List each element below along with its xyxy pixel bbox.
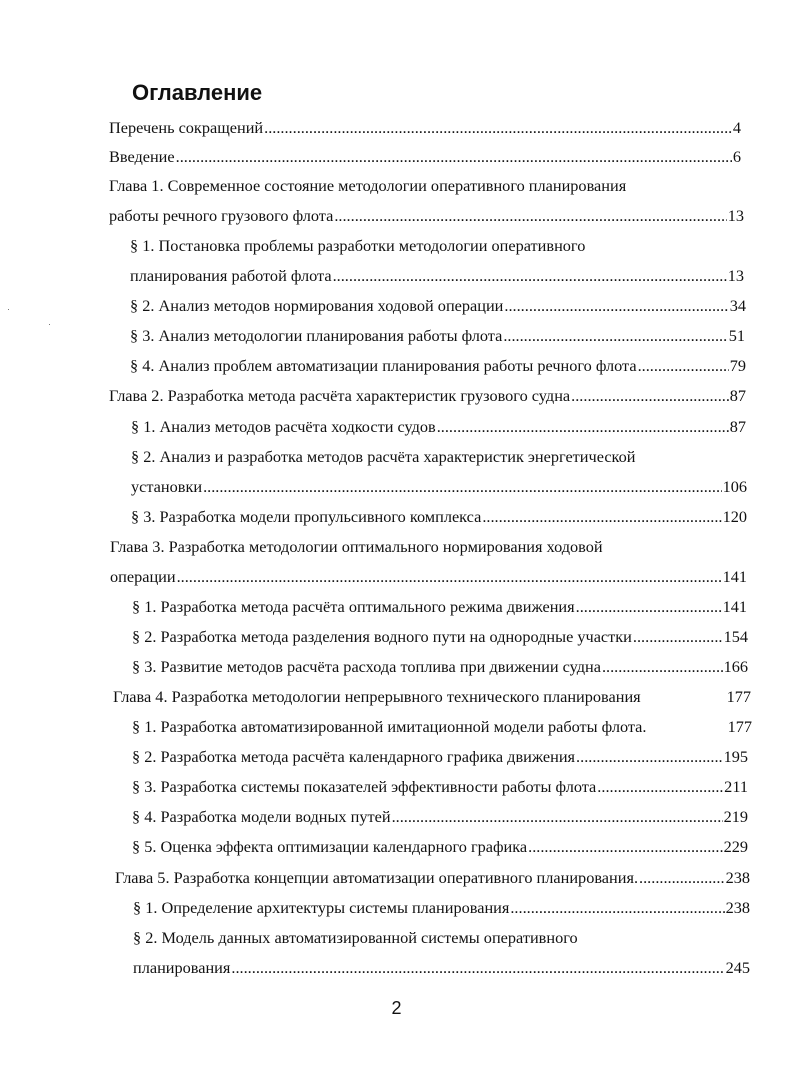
toc-entry[interactable]	[133, 957, 750, 979]
toc-entry-page: 245	[725, 958, 750, 977]
toc-entry[interactable]	[131, 416, 746, 438]
toc-entry-title: § 3. Разработка системы показателей эффективности работы флота	[132, 777, 597, 796]
toc-entry[interactable]	[130, 295, 746, 317]
toc-entry[interactable]	[115, 867, 750, 889]
page-number: 2	[391, 998, 402, 1018]
toc-entry-page: 154	[723, 627, 748, 646]
toc-entry-page: 211	[724, 777, 748, 796]
toc-entry-page: 166	[723, 657, 748, 676]
toc-entry-title: § 2. Разработка метода расчёта календарного графика движения	[132, 747, 576, 766]
toc-entry[interactable]	[130, 235, 750, 257]
toc-entry-page: 6	[732, 147, 741, 166]
toc-entry-title: § 3. Развитие методов расчёта расхода топлива при движении судна	[132, 657, 601, 676]
toc-entry-page: 120	[722, 507, 747, 526]
toc-entry[interactable]	[131, 446, 751, 468]
toc-entry[interactable]	[132, 656, 748, 678]
toc-entry-page: 106	[722, 477, 747, 496]
toc-entry-title: операции	[110, 567, 176, 586]
toc-entry-page: 238	[725, 898, 750, 917]
toc-entry[interactable]	[132, 626, 748, 648]
toc-entry-page: 51	[728, 326, 745, 345]
toc-entry-page: 4	[732, 118, 741, 137]
toc-entry-title: § 1. Анализ методов расчёта ходкости судов	[131, 417, 436, 436]
toc-entry-title: Глава 1. Современное состояние методологии оперативного планирования	[109, 176, 627, 195]
toc-entry-page: 219	[723, 807, 748, 826]
toc-entry-page: 87	[729, 417, 746, 436]
toc-entry-title: § 2. Анализ методов нормирования ходовой операции	[130, 296, 504, 315]
toc-entry[interactable]	[109, 146, 741, 168]
toc-entry-title: Перечень сокращений	[109, 118, 264, 137]
toc-entry[interactable]	[130, 265, 744, 287]
toc-entry[interactable]	[133, 927, 751, 949]
toc-entry[interactable]	[110, 566, 747, 588]
toc-entry-title: Глава 2. Разработка метода расчёта характеристик грузового судна	[109, 386, 571, 405]
toc-entry-page: 229	[723, 837, 748, 856]
toc-entry-page: 238	[725, 868, 750, 887]
toc-entry[interactable]	[132, 746, 748, 768]
toc-entry-title: планирования	[133, 958, 231, 977]
toc-entry[interactable]	[109, 117, 741, 139]
toc-entry-title: § 1. Определение архитектуры системы планирования	[133, 898, 510, 917]
toc-entry-page: 13	[727, 266, 744, 285]
toc-entry[interactable]	[109, 205, 744, 227]
toc-entry-title: установки	[131, 477, 203, 496]
toc-entry[interactable]	[109, 385, 746, 407]
toc-entry-title: Введение	[109, 147, 175, 166]
toc-heading: Оглавление	[132, 80, 263, 105]
toc-entry[interactable]	[113, 686, 751, 708]
toc-entry[interactable]	[130, 325, 745, 347]
toc-entry[interactable]	[132, 716, 752, 738]
toc-entry-title: § 1. Постановка проблемы разработки методологии оперативного	[130, 236, 586, 255]
toc-entry-title: § 4. Анализ проблем автоматизации планирования работы речного флота	[130, 356, 637, 375]
toc-entry-page: 79	[729, 356, 746, 375]
toc-entry-title: Глава 4. Разработка методологии непрерывного технического планирования	[113, 687, 641, 706]
toc-entry[interactable]	[109, 175, 749, 197]
toc-entry[interactable]	[110, 536, 750, 558]
toc-entry-title: § 2. Разработка метода разделения водного пути на однородные участки	[132, 627, 632, 646]
toc-entry[interactable]	[133, 897, 750, 919]
toc-entry-page: 34	[729, 296, 746, 315]
toc-entry-title: Глава 3. Разработка методологии оптимального нормирования ходовой	[110, 537, 603, 556]
toc-entry-title: § 1. Разработка метода расчёта оптимального режима движения	[132, 597, 575, 616]
toc-entry-title: § 4. Разработка модели водных путей	[132, 807, 391, 826]
toc-entry[interactable]	[130, 355, 746, 377]
toc-entry-title: работы речного грузового флота	[109, 206, 334, 225]
toc-entry-page: 177	[727, 717, 752, 736]
toc-entry[interactable]	[132, 806, 748, 828]
toc-entry[interactable]	[132, 776, 748, 798]
toc-entry-title: планирования работой флота	[130, 266, 332, 285]
toc-entry-page: 195	[723, 747, 748, 766]
toc-entry-page: 13	[727, 206, 744, 225]
toc-entry[interactable]	[132, 596, 747, 618]
toc-entry-title: § 2. Анализ и разработка методов расчёта характеристик энергетической	[131, 447, 636, 466]
toc-entry[interactable]	[132, 836, 748, 858]
toc-entry-page: 177	[726, 687, 751, 706]
toc-entry[interactable]	[131, 476, 747, 498]
toc-entry-title: § 1. Разработка автоматизированной имитационной модели работы флота.	[132, 717, 647, 736]
toc-entry-page: 141	[722, 567, 747, 586]
scan-speck	[8, 309, 9, 310]
toc-entry[interactable]	[131, 506, 747, 528]
toc-entry-page: 141	[722, 597, 747, 616]
toc-entry-page: 87	[729, 386, 746, 405]
toc-entry-title: § 3. Разработка модели пропульсивного комплекса	[131, 507, 482, 526]
toc-entry-title: § 5. Оценка эффекта оптимизации календарного графика	[132, 837, 528, 856]
toc-entry-title: § 3. Анализ методологии планирования работы флота	[130, 326, 503, 345]
scan-speck	[49, 324, 50, 325]
toc-entry-title: § 2. Модель данных автоматизированной системы оперативного	[133, 928, 578, 947]
toc-entry-title: Глава 5. Разработка концепции автоматизации оперативного планирования.	[115, 868, 639, 887]
